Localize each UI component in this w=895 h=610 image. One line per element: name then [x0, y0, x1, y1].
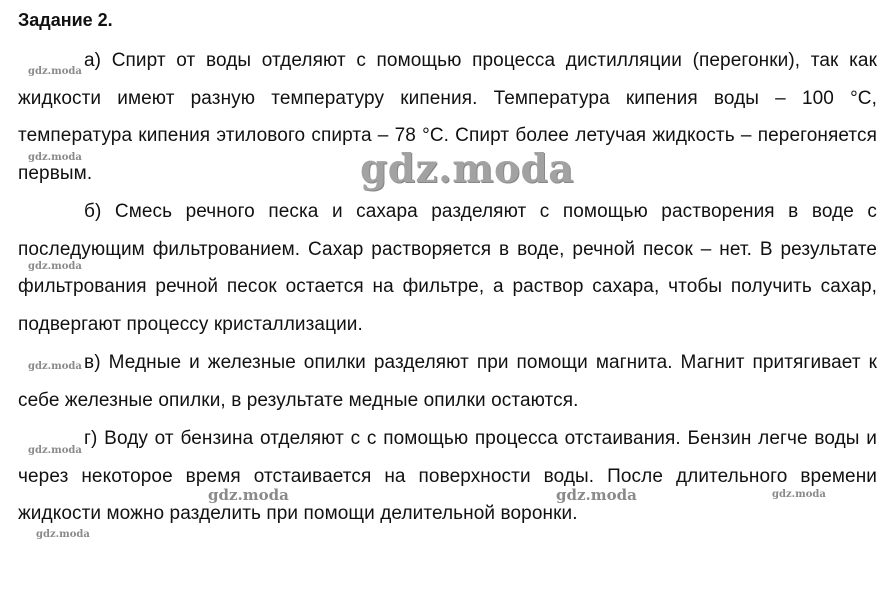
- watermark-small: gdz.moda: [28, 152, 82, 163]
- paragraph-b: б) Смесь речного песка и сахара разделяют с помощью растворения в воде с последующим фильтрованием. Сахар растворяется в воде, речной песок – нет. В результате фильтрования речной песок остается на фильтре, а раствор сахара, чтобы получить сахар, подвергают процессу кристаллизации.: [18, 201, 877, 335]
- watermark-small: gdz.moda: [28, 261, 82, 272]
- watermark-small: gdz.moda: [28, 66, 82, 77]
- watermark-small: gdz.moda: [36, 529, 90, 540]
- paragraph-d: г) Воду от бензина отделяют с с помощью процесса отстаивания. Бензин легче воды и через некоторое время отстаивается на поверхности воды. После длительного времени жидкости можно разделить при помощи делительной воронки.: [18, 428, 877, 525]
- watermark-medium: gdz.moda: [556, 486, 637, 504]
- task-title: Задание 2.: [18, 10, 113, 30]
- paragraph-a: а) Спирт от воды отделяют с помощью процесса дистилляции (перегонки), так как жидкости имеют разную температуру кипения. Температура кипения воды – 100 °С, температура кипения этилового спирта – 78 °С. Спирт более летучая жидкость – перегоняется первым.: [18, 50, 877, 184]
- watermark-small: gdz.moda: [28, 361, 82, 372]
- watermark-large: gdz.moda: [360, 146, 575, 192]
- watermark-small: gdz.moda: [772, 489, 826, 500]
- watermark-medium: gdz.moda: [208, 486, 289, 504]
- paragraph-c: в) Медные и железные опилки разделяют при помощи магнита. Магнит притягивает к себе железные опилки, в результате медные опилки остаются.: [18, 352, 877, 411]
- watermark-small: gdz.moda: [28, 445, 82, 456]
